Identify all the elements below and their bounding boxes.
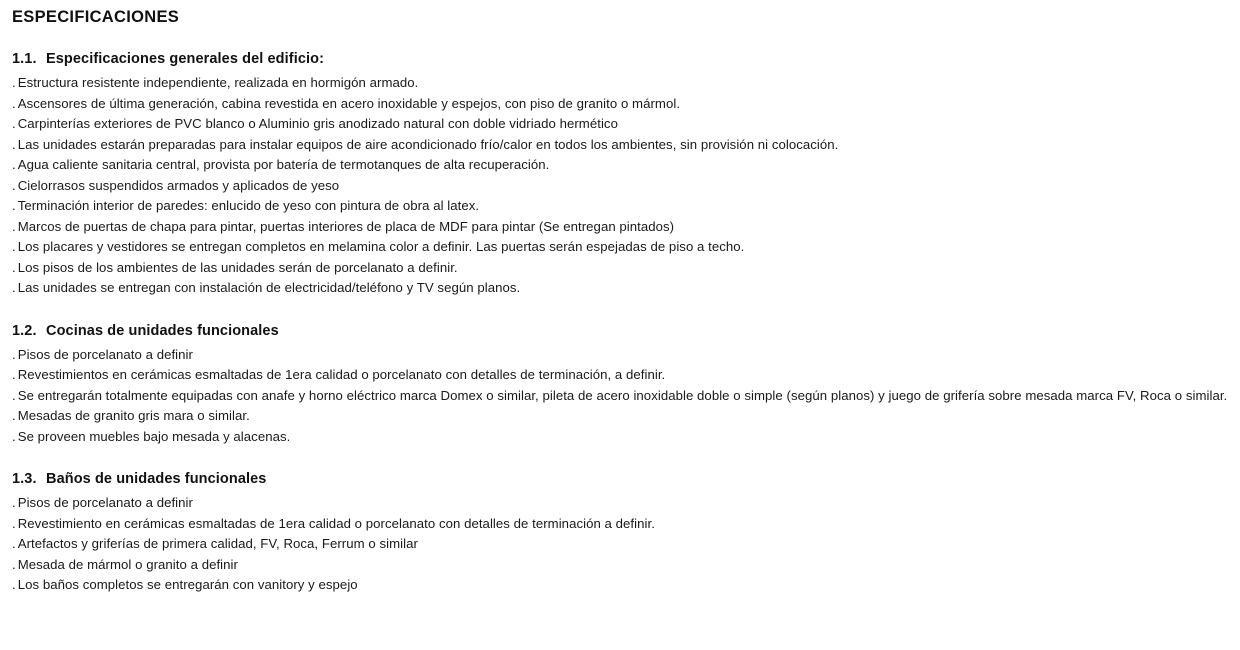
list-item xyxy=(12,514,1240,535)
list-item xyxy=(12,155,1240,176)
list-item-text: Las unidades estarán preparadas para instalar equipos de aire acondicionado frío/calor en todos los ambientes, sin provisión ni colocación. xyxy=(17,136,839,152)
bullet-dot: . xyxy=(12,259,16,275)
list-item xyxy=(12,114,1240,135)
list-item xyxy=(12,427,1240,448)
bullet-dot: . xyxy=(12,515,16,531)
bullet-dot: . xyxy=(12,75,16,90)
bullet-dot: . xyxy=(12,136,16,152)
list-item-text: Terminación interior de paredes: enlucido de yeso con pintura de obra al latex. xyxy=(17,198,480,213)
bullet-dot: . xyxy=(12,495,16,510)
list-item xyxy=(12,73,1240,94)
list-item-text: Carpinterías exteriores de PVC blanco o Aluminio gris anodizado natural con doble vidriado hermético xyxy=(17,116,618,131)
section-number: 1.2. xyxy=(12,322,37,339)
section-1-2 xyxy=(10,323,1240,448)
bullet-dot: . xyxy=(12,95,16,111)
section-title: Cocinas de unidades funcionales xyxy=(46,322,279,339)
list-item xyxy=(12,365,1240,386)
bullet-dot: . xyxy=(12,116,16,131)
list-item xyxy=(12,176,1240,197)
section-1-1 xyxy=(10,51,1240,299)
bullet-dot: . xyxy=(12,428,16,444)
list-item-text: Cielorrasos suspendidos armados y aplicados de yeso xyxy=(17,177,340,193)
list-item-text: Se entregarán totalmente equipadas con anafe y horno eléctrico marca Domex o similar, pileta de acero inoxidable doble o simple (según planos) y juego de grifería sobre mesada marca FV, Roca o similar. xyxy=(17,387,1228,403)
list-item-text: Los pisos de los ambientes de las unidades serán de porcelanato a definir. xyxy=(17,259,458,275)
page-title: ESPECIFICACIONES xyxy=(12,8,180,26)
list-item xyxy=(12,534,1240,555)
list-item-text: Mesada de mármol o granito a definir xyxy=(17,556,238,572)
list-item-text: Estructura resistente independiente, realizada en hormigón armado. xyxy=(17,75,419,90)
list-item-text: Pisos de porcelanato a definir xyxy=(17,346,193,362)
bullet-dot: . xyxy=(12,367,16,382)
section-1-3 xyxy=(10,471,1240,596)
list-item xyxy=(12,217,1240,238)
list-item-text: Revestimiento en cerámicas esmaltadas de 1era calidad o porcelanato con detalles de terminación a definir. xyxy=(17,515,655,531)
list-item-text: Revestimientos en cerámicas esmaltadas de 1era calidad o porcelanato con detalles de terminación, a definir. xyxy=(17,367,666,382)
list-item-text: Los baños completos se entregarán con vanitory y espejo xyxy=(17,577,358,592)
bullet-dot: . xyxy=(12,346,16,362)
bullet-dot: . xyxy=(12,536,16,551)
section-heading xyxy=(12,471,1240,487)
list-item-text: Marcos de puertas de chapa para pintar, puertas interiores de placa de MDF para pintar (Se entregan pintados) xyxy=(17,218,675,234)
bullet-dot: . xyxy=(12,280,16,295)
list-item xyxy=(12,493,1240,514)
list-item xyxy=(12,278,1240,299)
list-item xyxy=(12,196,1240,217)
list-item-text: Las unidades se entregan con instalación de electricidad/teléfono y TV según planos. xyxy=(17,280,521,295)
list-item xyxy=(12,345,1240,366)
list-item xyxy=(12,575,1240,596)
section-heading xyxy=(12,51,1240,67)
list-item xyxy=(12,555,1240,576)
bullet-dot: . xyxy=(12,198,16,213)
bullet-dot: . xyxy=(12,556,16,572)
list-item xyxy=(12,386,1240,407)
bullet-dot: . xyxy=(12,218,16,234)
list-item-text: Pisos de porcelanato a definir xyxy=(17,495,193,510)
section-number: 1.3. xyxy=(12,471,37,487)
section-title: Especificaciones generales del edificio: xyxy=(46,51,324,67)
list-item-text: Agua caliente sanitaria central, provista por batería de termotanques de alta recuperación. xyxy=(17,157,550,172)
bullet-dot: . xyxy=(12,177,16,193)
list-item xyxy=(12,135,1240,156)
bullet-dot: . xyxy=(12,239,16,254)
section-heading xyxy=(12,323,1240,339)
list-item-text: Los placares y vestidores se entregan completos en melamina color a definir. Las puertas serán espejadas de piso a techo. xyxy=(17,239,745,254)
bullet-dot: . xyxy=(12,387,16,403)
list-item xyxy=(12,237,1240,258)
bullet-dot: . xyxy=(12,408,16,423)
list-item-text: Mesadas de granito gris mara o similar. xyxy=(17,408,250,423)
bullet-dot: . xyxy=(12,577,16,592)
list-item xyxy=(12,258,1240,279)
list-item-text: Artefactos y griferías de primera calidad, FV, Roca, Ferrum o similar xyxy=(17,536,418,551)
list-item xyxy=(12,94,1240,115)
section-title: Baños de unidades funcionales xyxy=(46,471,267,487)
list-item-text: Se proveen muebles bajo mesada y alacenas. xyxy=(17,428,291,444)
list-item xyxy=(12,406,1240,427)
list-item-text: Ascensores de última generación, cabina revestida en acero inoxidable y espejos, con piso de granito o mármol. xyxy=(17,95,681,111)
bullet-dot: . xyxy=(12,157,16,172)
section-number: 1.1. xyxy=(12,51,37,67)
